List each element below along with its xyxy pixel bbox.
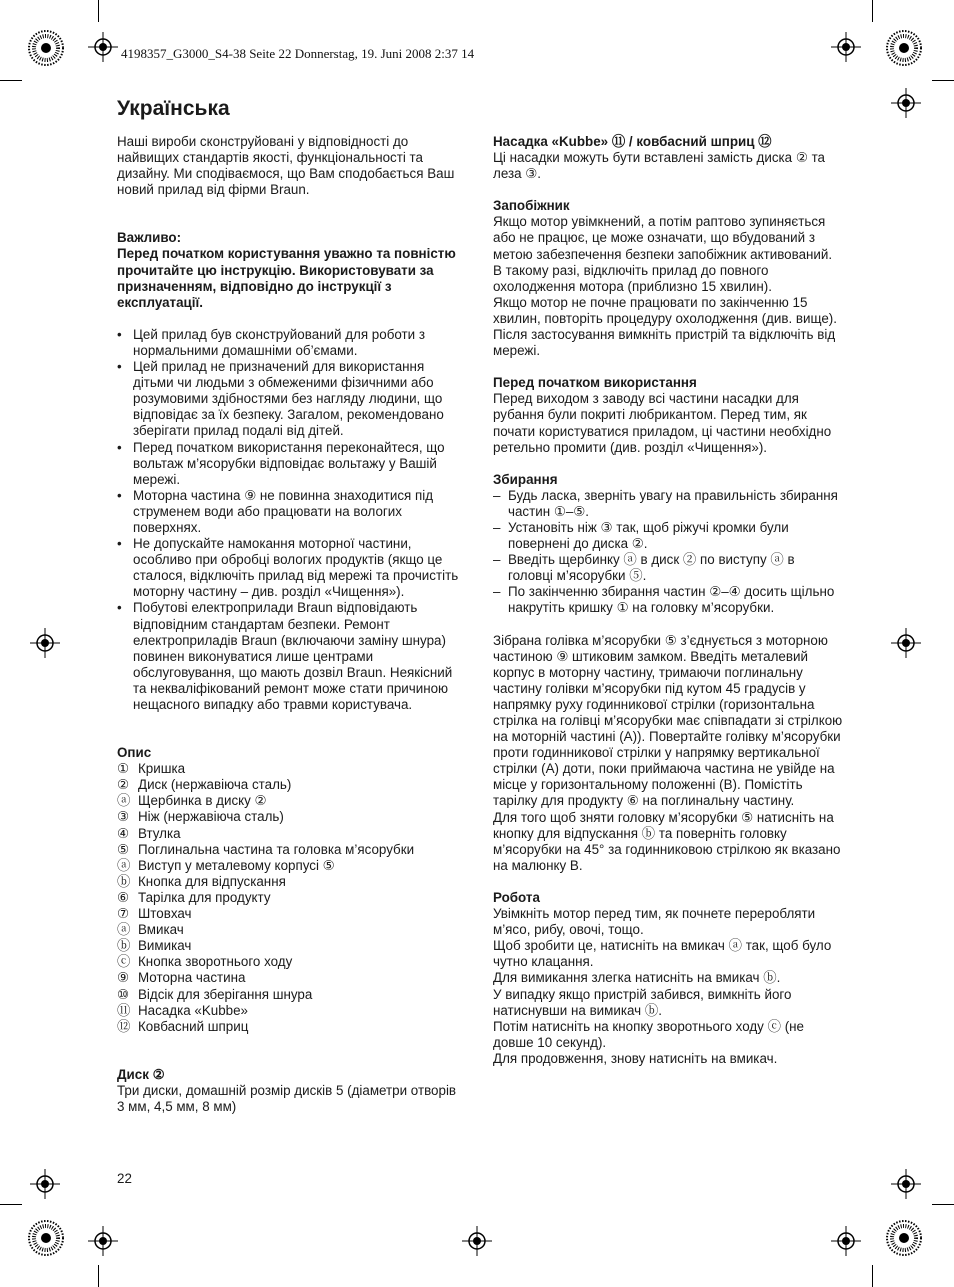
- trim-mark: [98, 1265, 99, 1287]
- safety-list: [117, 327, 467, 713]
- part-number: ⑥: [117, 889, 130, 905]
- part-label: Кнопка для відпускання: [138, 873, 286, 889]
- part-number: ⑫: [117, 1018, 131, 1034]
- part-number: ⓑ: [117, 873, 131, 889]
- fuse-text: Після застосування вимкніть пристрій та відключіть від мережі.: [493, 327, 836, 359]
- part-label: Поглинальна частина та головка м’ясорубки: [138, 841, 415, 857]
- part-label: Вимикач: [138, 938, 192, 954]
- starburst-mark-icon: [28, 30, 64, 66]
- disc-heading: Диск ②: [117, 1066, 165, 1082]
- starburst-mark-icon: [28, 1220, 64, 1256]
- right-column: [493, 134, 843, 1067]
- trim-mark: [872, 1265, 873, 1287]
- list-item: – По закінченню збирання частин ②–④ досить щільно накрутіть кришку ① на головку м’ясорубки.: [493, 584, 843, 616]
- print-slug: 4198357_G3000_S4-38 Seite 22 Donnerstag, 19. Juni 2008 2:37 14: [121, 46, 475, 61]
- operation-line: У випадку якщо пристрій забився, вимкніть його натиснувши на вимикач ⓑ.: [493, 986, 792, 1018]
- important-text: Перед початком користування уважно та повністю прочитайте цю інструкцію. Використовувати за призначенням, відповідно до інструкції з експлуатації.: [117, 246, 456, 310]
- part-number: ⓐ: [117, 857, 131, 873]
- part-number: ⑪: [117, 1002, 131, 1018]
- part-number: ⓑ: [117, 938, 131, 954]
- kubbe-heading: Насадка «Kubbe» ⑪ / ковбасний шприц ⑫: [493, 134, 772, 149]
- starburst-mark-icon: [886, 30, 922, 66]
- trim-mark: [932, 1204, 954, 1205]
- before-use-heading: Перед початком використання: [493, 375, 697, 391]
- registration-mark-icon: [891, 628, 921, 658]
- assembly-text: Для того щоб зняти головку м’ясорубки ⑤ натисніть на кнопку для відпускання ⓑ та поверніть головку м’ясорубки на 45° за годинниковою стрілкою як вказано на малюнку B.: [493, 809, 841, 873]
- trim-mark: [872, 0, 873, 22]
- list-item: • Цей прилад був сконструйований для роботи з нормальними домашніми об’ємами.: [117, 327, 467, 359]
- part-label: Диск (нержавіюча сталь): [138, 777, 292, 793]
- list-item: [117, 858, 467, 874]
- part-label: Втулка: [138, 825, 181, 841]
- fuse-text: Якщо мотор увімкнений, а потім раптово зупиняється або не працює, це може означати, що вбудований з метою забезпечення безпеки запобіжник активований. В такому разі, відключіть прилад до повного охолодження мотора (приблизно 15 хвилин).: [493, 214, 833, 294]
- part-label: Кнопка зворотнього ходу: [138, 954, 293, 970]
- part-number: ⓐ: [117, 922, 131, 938]
- part-label: Щербинка в диску ②: [138, 793, 267, 809]
- list-item: [117, 1019, 467, 1035]
- part-label: Тарілка для продукту: [138, 889, 271, 905]
- part-label: Ніж (нержавіюча сталь): [138, 809, 284, 825]
- list-item: [117, 890, 467, 906]
- list-item: [117, 793, 467, 809]
- parts-list: [117, 761, 467, 1035]
- trim-mark: [98, 0, 99, 22]
- registration-mark-icon: [831, 32, 861, 62]
- part-number: ③: [117, 809, 130, 825]
- part-number: ⑦: [117, 906, 130, 922]
- fuse-heading: Запобіжник: [493, 198, 570, 214]
- registration-mark-icon: [891, 88, 921, 118]
- page-number: 22: [117, 1171, 132, 1186]
- registration-mark-icon: [88, 1226, 118, 1256]
- part-label: Моторна частина: [138, 970, 246, 986]
- part-label: Відсік для зберігання шнура: [138, 986, 313, 1002]
- list-item: [117, 809, 467, 825]
- assembly-heading: Збирання: [493, 471, 558, 487]
- registration-mark-icon: [462, 1226, 492, 1256]
- before-use-text: Перед виходом з заводу всі частини насадки для рубання були покриті любрикантом. Перед тим, як почати користуватися приладом, ці частини необхідно ретельно промити (див. розділ «Чищення»).: [493, 391, 832, 455]
- part-number: ④: [117, 825, 130, 841]
- operation-line: Щоб зробити це, натисніть на вмикач ⓐ так, щоб було чутно клацання.: [493, 938, 832, 970]
- page-title: Українська: [117, 97, 230, 120]
- disc-text: Три диски, домашній розмір дисків 5 (діаметри отворів 3 мм, 4,5 мм, 8 мм): [117, 1082, 457, 1114]
- list-item: [117, 777, 467, 793]
- trim-mark: [0, 1204, 22, 1205]
- kubbe-text: Ці насадки можуть бути вставлені замість диска ② та леза ③.: [493, 150, 825, 182]
- list-item: • Не допускайте намокання моторної частини, особливо при обробці вологих продуктів (якщо це сталося, відключіть прилад від мережі та прочистіть моторну частину – див. розділ «Чищення»).: [117, 536, 467, 600]
- list-item: – Будь ласка, зверніть увагу на правильність збирання частин ①–⑤.: [493, 488, 843, 520]
- list-item: [117, 938, 467, 954]
- list-item: • Перед початком використання переконайтеся, що вольтаж м’ясорубки відповідає вольтажу у Вашій мережі.: [117, 440, 467, 488]
- starburst-mark-icon: [886, 1220, 922, 1256]
- trim-mark: [0, 80, 22, 81]
- list-item: – Введіть щербинку ⓐ в диск ② по виступу ⓐ в головці м’ясорубки ⑤.: [493, 552, 843, 584]
- list-item: [117, 922, 467, 938]
- important-heading: Важливо:: [117, 230, 182, 246]
- part-label: Вмикач: [138, 922, 184, 938]
- list-item: [117, 842, 467, 858]
- list-item: [117, 906, 467, 922]
- list-item: • Цей прилад не призначений для використання дітьми чи людьми з обмеженими фізичними або розумовими здібностями без нагляду людини, що відповідає за їх безпеку. Загалом, рекомендовано зберігати прилад подалі від дітей.: [117, 359, 467, 439]
- list-item: [117, 1003, 467, 1019]
- list-item: [117, 761, 467, 777]
- part-label: Кришка: [138, 761, 186, 777]
- part-label: Насадка «Kubbe»: [138, 1002, 249, 1018]
- part-label: Ковбасний шприц: [138, 1018, 249, 1034]
- registration-mark-icon: [30, 1169, 60, 1199]
- description-heading: Опис: [117, 745, 152, 761]
- trim-mark: [932, 80, 954, 81]
- part-number: ⓒ: [117, 954, 131, 970]
- part-number: ⓐ: [117, 793, 131, 809]
- list-item: [117, 954, 467, 970]
- registration-mark-icon: [831, 1226, 861, 1256]
- list-item: [117, 874, 467, 890]
- list-item: [117, 826, 467, 842]
- list-item: • Побутові електроприлади Braun відповідають відповідним стандартам безпеки. Ремонт електроприладів Braun (включаючи заміну шнура) повинен виконуватися лише центрами обслуговування, що мають дозвіл Braun. Неякісний та некваліфікований ремонт може стати причиною нещасного випадку або травми користувача.: [117, 600, 467, 713]
- part-number: ⑩: [117, 986, 130, 1002]
- assembly-steps: [493, 488, 843, 617]
- list-item: [117, 970, 467, 986]
- operation-line: Для вимикання злегка натисніть на вмикач ⓑ.: [493, 970, 781, 986]
- list-item: [117, 987, 467, 1003]
- operation-line: Увімкніть мотор перед тим, як почнете переробляти м’ясо, рибу, овочі, тощо.: [493, 906, 816, 938]
- operation-line: Для продовження, знову натисніть на вмикач.: [493, 1050, 778, 1066]
- operation-line: Потім натисніть на кнопку зворотнього ходу ⓒ (не довше 10 секунд).: [493, 1018, 805, 1050]
- part-number: ②: [117, 777, 130, 793]
- part-number: ⑤: [117, 841, 130, 857]
- assembly-text: Зібрана голівка м’ясорубки ⑤ з’єднується з моторною частиною ⑨ штиковим замком. Введіть металевий корпус в моторну частину, тримаючи поглинальну частину голівки м’ясорубки під кутом 45 градусів у напрямку руху годинникової стрілки (горизонтальна стрілка на голівці м’ясорубки має співпадати зі стрілкою на моторній частині (A)). Повертайте голівку м’ясорубки проти годинникової стрілки у напрямку вертикальної стрілки (A) доти, поки приймаюча частина не увійде на місце у горизонтальному положенні (B). Помістіть тарілку для продукту ⑥ на поглинальну частину.: [493, 632, 843, 809]
- registration-mark-icon: [891, 1169, 921, 1199]
- part-number: ①: [117, 761, 130, 777]
- list-item: • Моторна частина ⑨ не повинна знаходитися під струменем води або працювати на вологих поверхнях.: [117, 488, 467, 536]
- operation-heading: Робота: [493, 889, 540, 905]
- part-number: ⑨: [117, 970, 130, 986]
- registration-mark-icon: [88, 32, 118, 62]
- part-label: Виступ у металевому корпусі ⑤: [138, 857, 335, 873]
- list-item: – Установіть ніж ③ так, щоб ріжучі кромки були повернені до диска ②.: [493, 520, 843, 552]
- left-column: [117, 134, 467, 1115]
- fuse-text: Якщо мотор не почне працювати по закінченню 15 хвилин, повторіть процедуру охолодження (див. вище).: [493, 294, 837, 326]
- intro-paragraph: Наші вироби сконструйовані у відповідності до найвищих стандартів якості, функціональності та дизайну. Ми сподіваємося, що Вам сподобається Ваш новий прилад від фірми Braun.: [117, 134, 455, 198]
- registration-mark-icon: [30, 628, 60, 658]
- part-label: Штовхач: [138, 906, 192, 922]
